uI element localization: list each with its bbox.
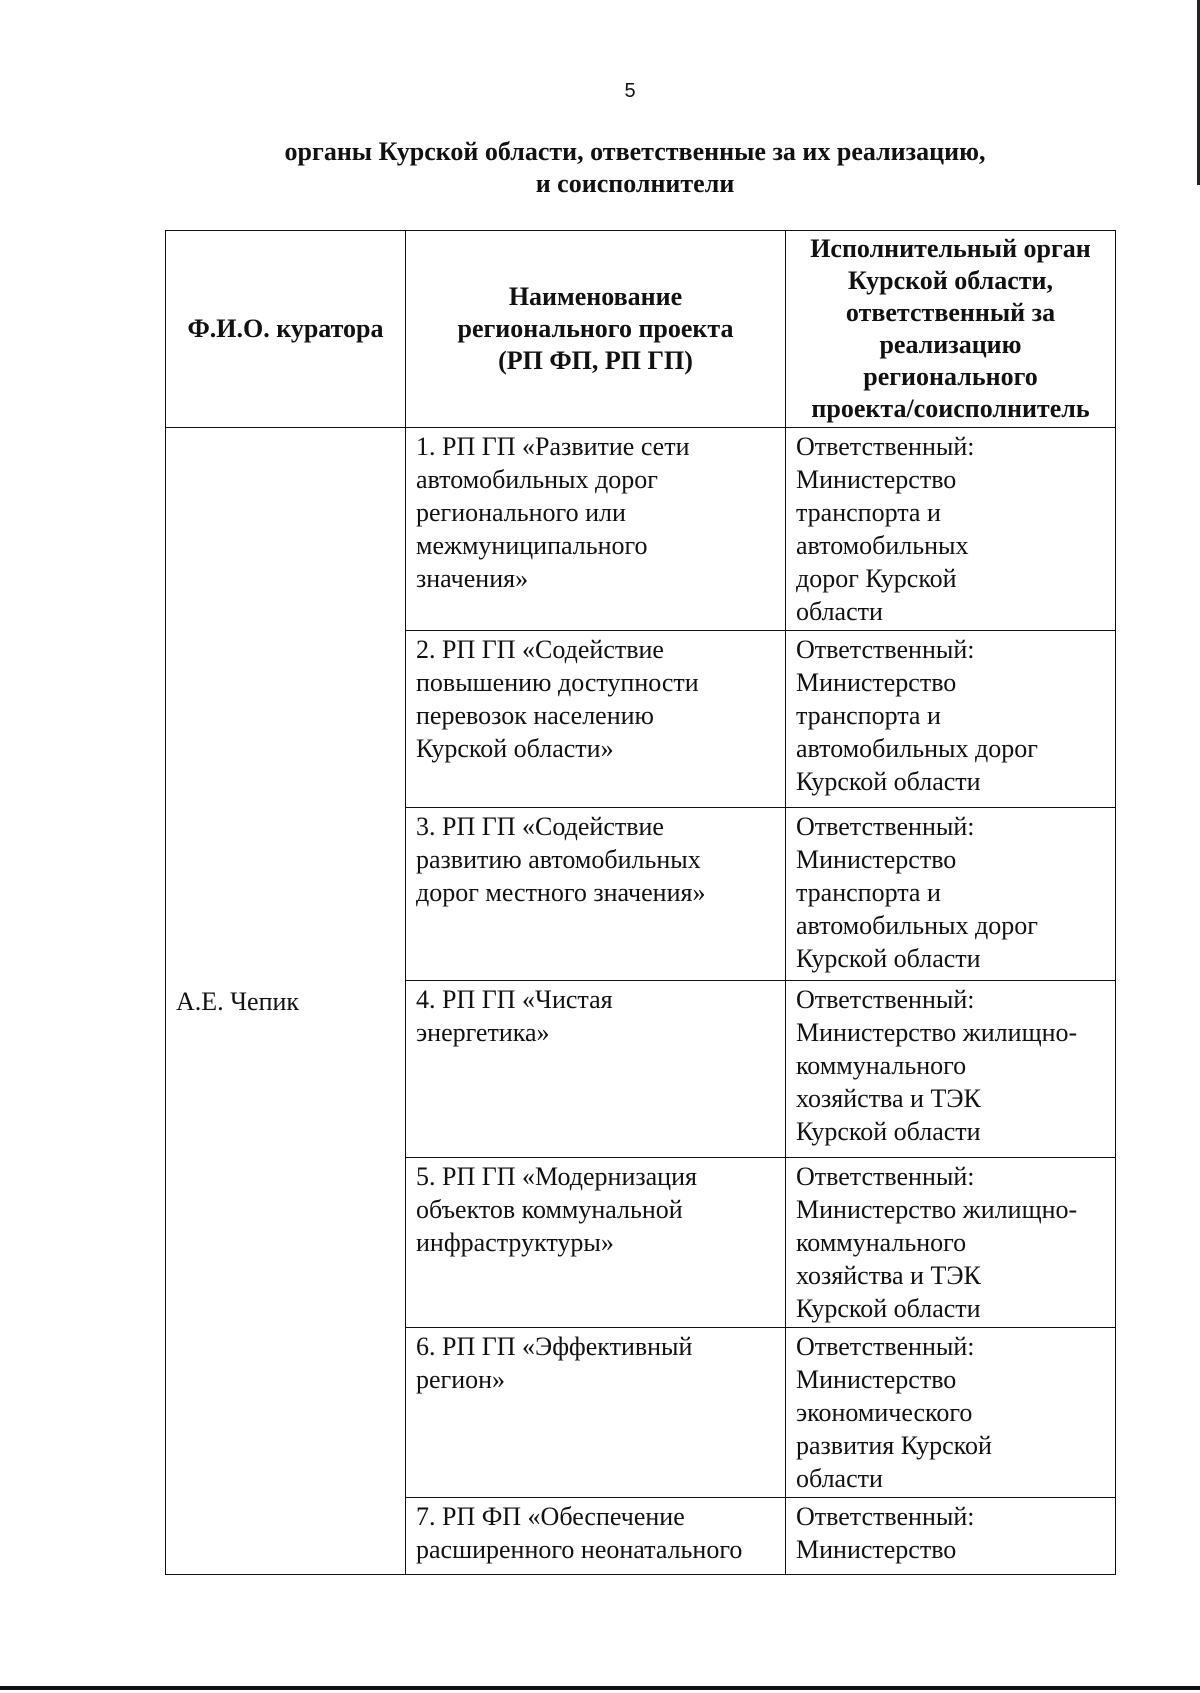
project-cell: 3. РП ГП «Содействие развитию автомобильных дорог местного значения» (406, 808, 786, 981)
header-executor: Исполнительный орган Курской области, ответственный за реализацию регионального проекта/соисполнитель (786, 231, 1116, 428)
project-cell: 7. РП ФП «Обеспечение расширенного неонатального (406, 1498, 786, 1575)
project-cell: 2. РП ГП «Содействие повышению доступности перевозок населению Курской области» (406, 631, 786, 808)
executor-cell: Ответственный: Министерство жилищно- коммунального хозяйства и ТЭК Курской области (786, 981, 1116, 1158)
table-header-row (166, 231, 1116, 428)
header-project: Наименование регионального проекта (РП ФП, РП ГП) (406, 231, 786, 428)
page-number: 5 (624, 80, 636, 102)
executor-cell: Ответственный: Министерство транспорта и автомобильных дорог Курской области (786, 631, 1116, 808)
page-title (160, 136, 1110, 200)
page-title-line-1: органы Курской области, ответственные за их реализацию, (284, 137, 986, 166)
project-cell: 1. РП ГП «Развитие сети автомобильных дорог регионального или межмуниципального значения» (406, 428, 786, 631)
project-cell: 4. РП ГП «Чистая энергетика» (406, 981, 786, 1158)
table-row (166, 428, 1116, 631)
project-cell: 5. РП ГП «Модернизация объектов коммунальной инфраструктуры» (406, 1158, 786, 1328)
executor-cell: Ответственный: Министерство экономического развития Курской области (786, 1328, 1116, 1498)
project-cell: 6. РП ГП «Эффективный регион» (406, 1328, 786, 1498)
executor-cell: Ответственный: Министерство транспорта и автомобильных дорог Курской области (786, 428, 1116, 631)
curator-name: А.Е. Чепик (166, 428, 406, 1575)
page-title-line-2: и соисполнители (535, 169, 735, 198)
executor-cell: Ответственный: Министерство транспорта и автомобильных дорог Курской области (786, 808, 1116, 981)
header-curator: Ф.И.О. куратора (166, 231, 406, 428)
executor-cell: Ответственный: Министерство (786, 1498, 1116, 1575)
scan-bottom-edge (0, 1686, 1200, 1690)
executor-cell: Ответственный: Министерство жилищно- коммунального хозяйства и ТЭК Курской области (786, 1158, 1116, 1328)
curators-table (165, 230, 1116, 1575)
